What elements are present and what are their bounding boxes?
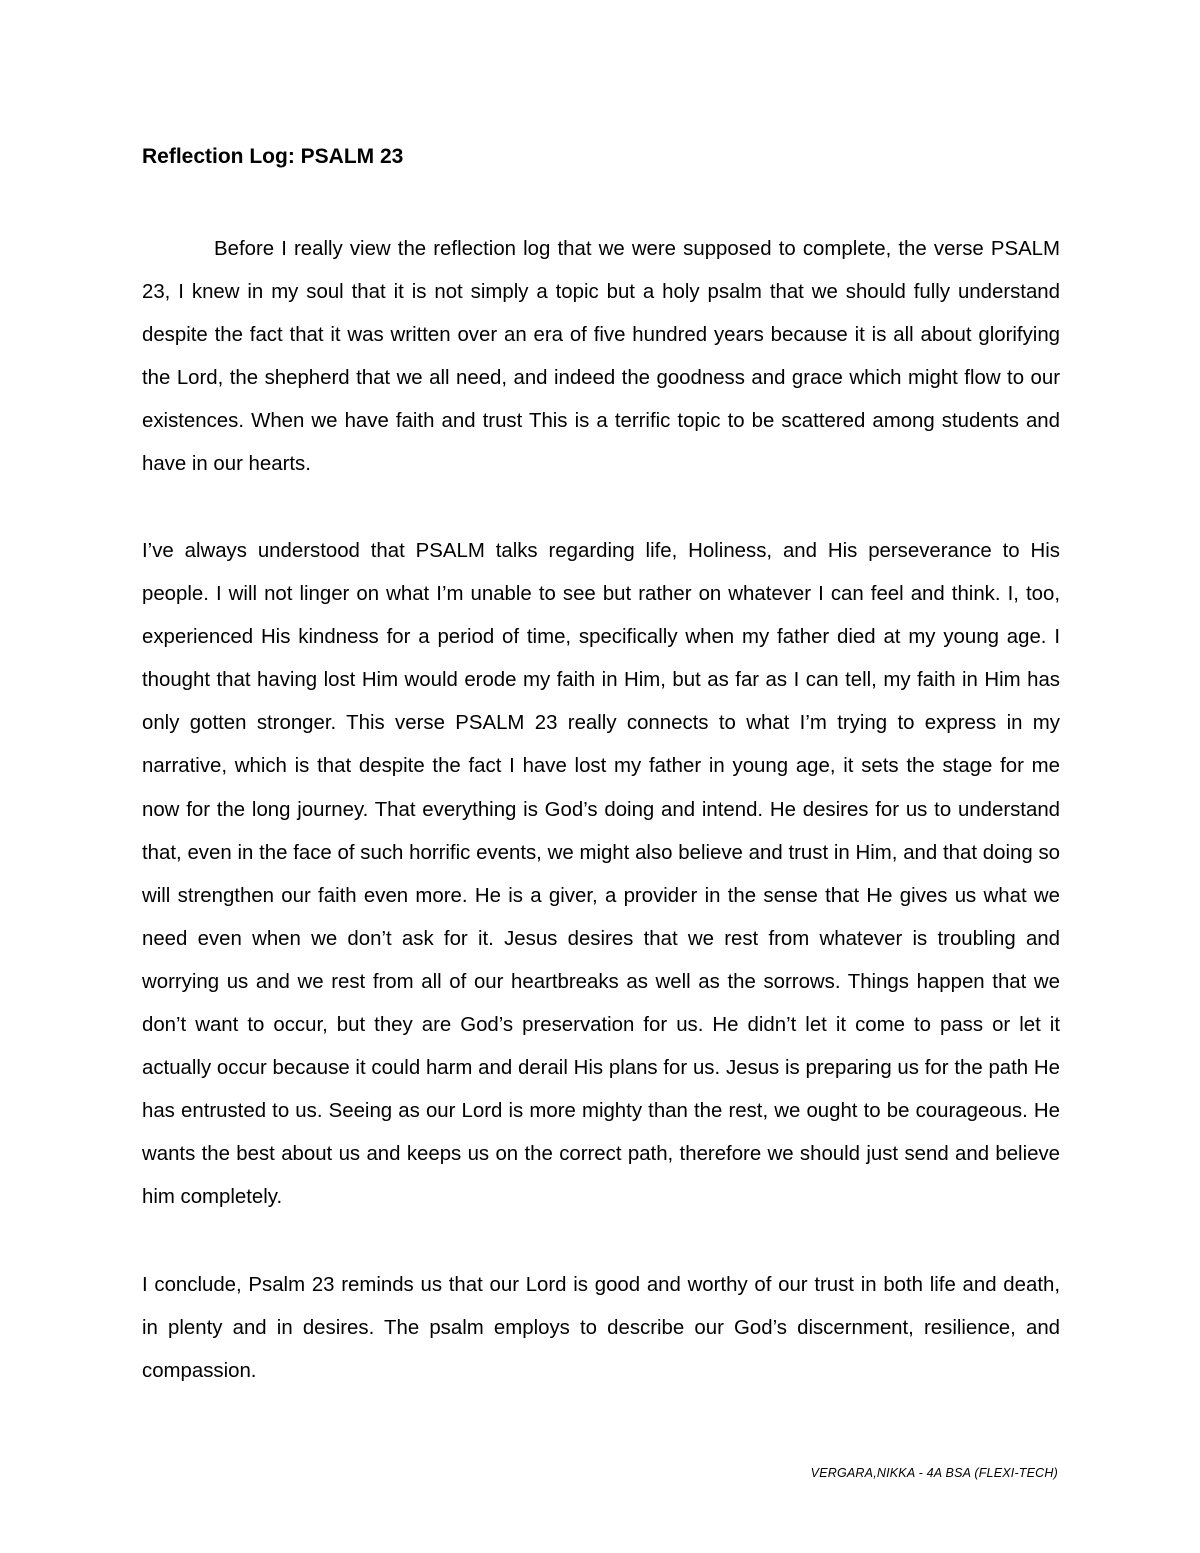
footer-author: VERGARA,NIKKA - 4A BSA (FLEXI-TECH) bbox=[810, 1466, 1058, 1480]
paragraph-body: I’ve always understood that PSALM talks regarding life, Holiness, and His perseverance to His people. I will not linger on what I’m unable to see but rather on whatever I can feel and think. I, too, experienced His kindness for a period of time, specifically when my father died at my young age. I thought that having lost Him would erode my faith in Him, but as far as I can tell, my faith in Him has only gotten stronger. This verse PSALM 23 really connects to what I’m trying to express in my narrative, which is that despite the fact I have lost my father in young age, it sets the stage for me now for the long journey. That everything is God’s doing and intend. He desires for us to understand that, even in the face of such horrific events, we might also believe and trust in Him, and that doing so will strengthen our faith even more. He is a giver, a provider in the sense that He gives us what we need even when we don’t ask for it. Jesus desires that we rest from whatever is troubling and worrying us and we rest from all of our heartbreaks as well as the sorrows. Things happen that we don’t want to occur, but they are God’s preservation for us. He didn’t let it come to pass or let it actually occur because it could harm and derail His plans for us. Jesus is preparing us for the path He has entrusted to us. Seeing as our Lord is more mighty than the rest, we ought to be courageous. He wants the best about us and keeps us on the correct path, therefore we should just send and believe him completely. bbox=[142, 540, 1060, 1209]
document-title: Reflection Log: PSALM 23 bbox=[142, 145, 404, 168]
paragraph-conclusion: I conclude, Psalm 23 reminds us that our Lord is good and worthy of our trust in both life and death, in plenty and in desires. The psalm employs to describe our God’s discernment, resilience, and compassion. bbox=[142, 1274, 1060, 1383]
paragraph-introduction: Before I really view the reflection log that we were supposed to complete, the verse PSALM 23, I knew in my soul that it is not simply a topic but a holy psalm that we should fully understand despite the fact that it was written over an era of five hundred years because it is all about glorifying the Lord, the shepherd that we all need, and indeed the goodness and grace which might flow to our existences. When we have faith and trust This is a terrific topic to be scattered among students and have in our hearts. bbox=[142, 238, 1060, 476]
